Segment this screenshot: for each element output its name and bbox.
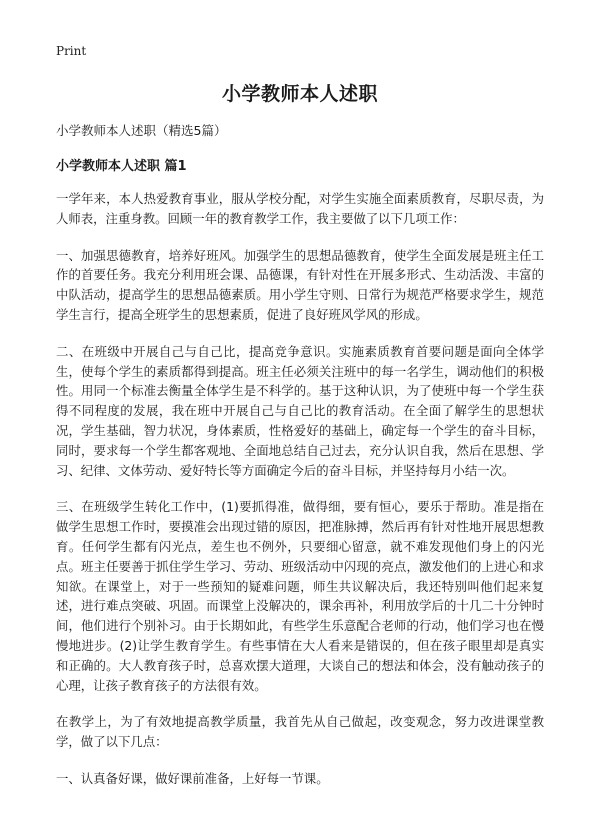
print-link[interactable]: Print <box>56 44 87 58</box>
paragraph-self-comparison: 二、在班级中开展自己与自己比，提高竞争意识。实施素质教育首要问题是面向全体学生，使每个学生的素质都得到提高。班主任必须关注班中的每一名学生，调动他们的积极性。用同一个标准去衡量全体学生是不科学的。基于这种认识，为了使班中每一个学生获得不同程度的发展，我在班中开展自己与自己比的教育活动。在全面了解学生的思想状况，学生基础，智力状况，身体素质，性格爱好的基础上，确定每一个学生的奋斗目标，同时，要求每一个学生都客观地、全面地总结自己过去，充分认识自我，然后在思想、学习、纪律、文体劳动、爱好特长等方面确定今后的奋斗目标，并坚持每月小结一次。 <box>56 343 544 478</box>
paragraph-teaching-intro: 在教学上，为了有效地提高教学质量，我首先从自己做起，改变观念，努力改进课堂教学，做了以下几点： <box>56 714 544 750</box>
paragraph-student-transformation: 三、在班级学生转化工作中，(1)要抓得准，做得细，要有恒心，要乐于帮助。准是指在做学生思想工作时，要摸准会出现过错的原因，把准脉搏，然后再有针对性地开展思想教育。任何学生都有闪光点，差生也不例外，只要细心留意，就不难发现他们身上的闪光点。班主任要善于抓住学生学习、劳动、班级活动中闪现的亮点，激发他们的上进心和求知欲。在课堂上，对于一些预知的疑难问题，师生共议解决后，我还特别叫他们起来复述，进行难点突破、巩固。而课堂上没解决的，课余再补，利用放学后的十几二十分钟时间，他们进行个别补习。由于长期如此，有些学生乐意配合老师的行动，他们学习也在慢慢地进步。(2)让学生教育学生。有些事情在大人看来是错误的，但在孩子眼里却是真实和正确的。大人教育孩子时，总喜欢摆大道理，大谈自己的想法和体会，没有触动孩子的心理，让孩子教育孩子的方法很有效。 <box>56 499 544 693</box>
page-title: 小学教师本人述职 <box>221 83 378 105</box>
paragraph-moral-education: 一、加强思德教育，培养好班风。加强学生的思想品德教育，使学生全面发展是班主任工作的首要任务。我充分利用班会课、品德课，有针对性在开展多形式、生动活泼、丰富的中队活动，提高学生的思想品德素质。用小学生守则、日常行为规范严格要求学生，规范学生言行，提高全班学生的思想素质，促进了良好班风学风的形成。 <box>56 247 544 322</box>
paragraph-lesson-prep: 一、认真备好课，做好课前准备，上好每一节课。 <box>56 770 329 786</box>
section-heading: 小学教师本人述职 篇1 <box>56 159 187 174</box>
intro-paragraph: 一学年来，本人热爱教育事业，服从学校分配，对学生实施全面素质教育，尽职尽责，为人师表，注重身教。回顾一年的教育教学工作，我主要做了以下几项工作： <box>56 191 544 226</box>
document-subtitle: 小学教师本人述职（精选5篇） <box>56 123 227 138</box>
